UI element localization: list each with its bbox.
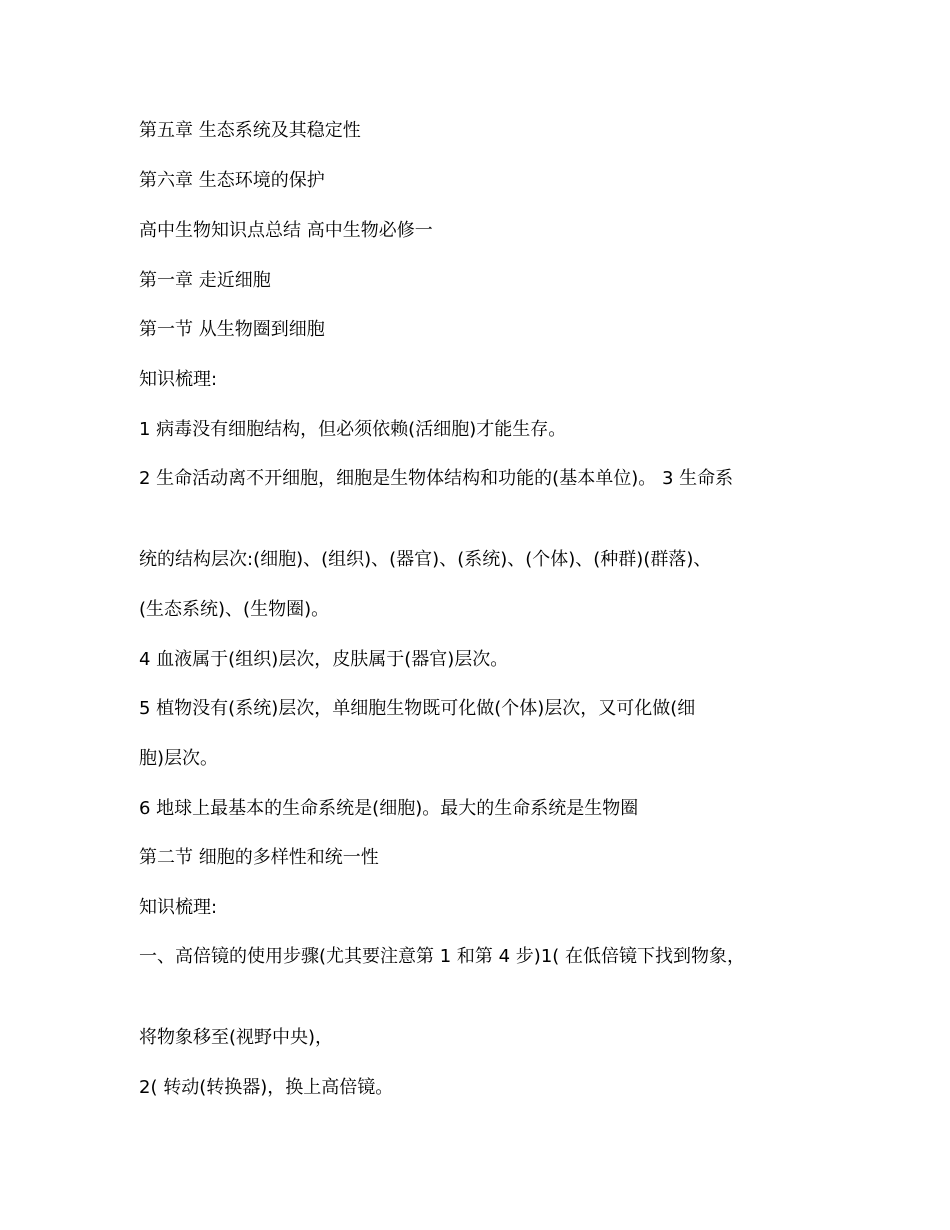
heading-chapter-1: 第一章 走近细胞: [139, 270, 271, 291]
microscope-step-2: 2( 转动(转换器)，换上高倍镜。: [139, 1077, 394, 1098]
point-3-end: (生态系统)、(生物圈)。: [139, 599, 330, 620]
point-5: 5 植物没有(系统)层次，单细胞生物既可化做(个体)层次，又可化做(细: [139, 698, 696, 719]
microscope-step-1-cont: 将物象移至(视野中央)，: [139, 1027, 334, 1048]
point-4: 4 血液属于(组织)层次，皮肤属于(器官)层次。: [139, 649, 509, 670]
heading-section-2: 第二节 细胞的多样性和统一性: [139, 847, 379, 868]
heading-section-1: 第一节 从生物圈到细胞: [139, 319, 325, 340]
microscope-steps-intro: 一、高倍镜的使用步骤(尤其要注意第 1 和第 4 步)1( 在低倍镜下找到物象，: [139, 946, 746, 967]
label-knowledge-review: 知识梳理:: [139, 369, 218, 390]
point-2: 2 生命活动离不开细胞，细胞是生物体结构和功能的(基本单位)。 3 生命系: [139, 468, 734, 489]
heading-chapter-5: 第五章 生态系统及其稳定性: [139, 120, 361, 141]
point-1: 1 病毒没有细胞结构，但必须依赖(活细胞)才能生存。: [139, 419, 567, 440]
point-5-cont: 胞)层次。: [139, 748, 219, 769]
heading-chapter-6: 第六章 生态环境的保护: [139, 170, 325, 191]
heading-summary-title: 高中生物知识点总结 高中生物必修一: [139, 220, 433, 241]
point-3-cont: 统的结构层次:(细胞)、(组织)、(器官)、(系统)、(个体)、(种群)(群落)、: [139, 549, 712, 570]
label-knowledge-review-2: 知识梳理:: [139, 897, 218, 918]
point-6: 6 地球上最基本的生命系统是(细胞)。最大的生命系统是生物圈: [139, 798, 639, 819]
